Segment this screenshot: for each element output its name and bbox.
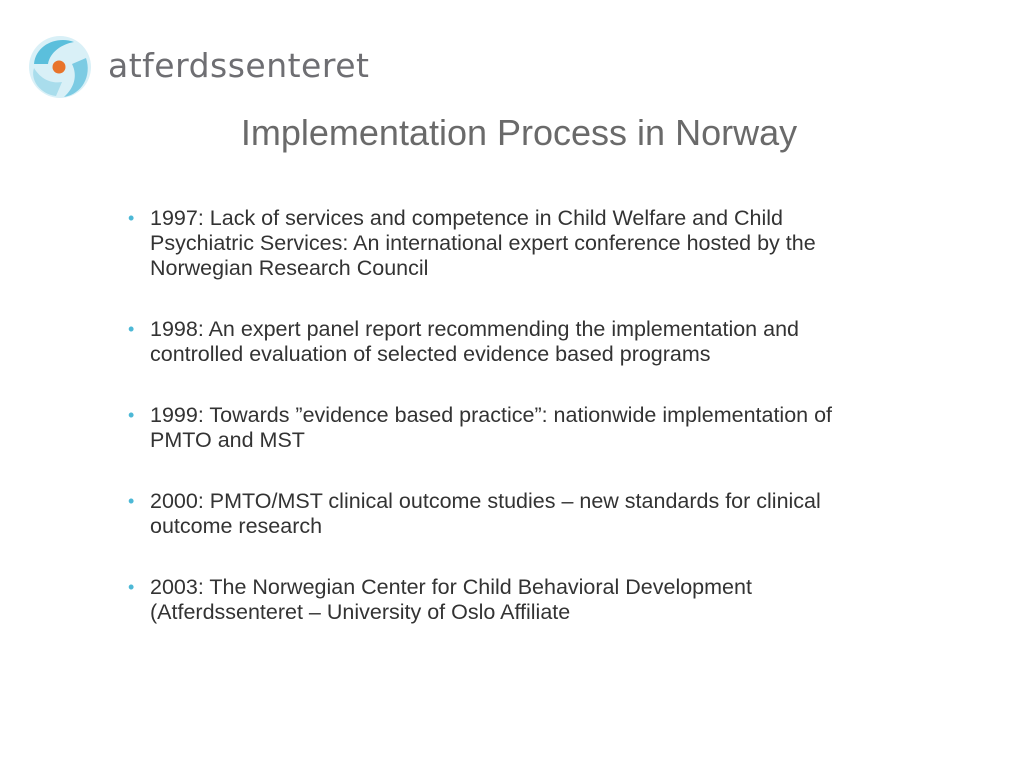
bullet-item	[128, 489, 888, 539]
bullet-text: 1998: An expert panel report recommending the implementation and controlled evaluation of selected evidence based programs	[150, 317, 799, 366]
bullet-list	[128, 206, 888, 661]
bullet-text: 1997: Lack of services and competence in Child Welfare and Child Psychiatric Services: An international expert conference hosted by the Norwegian Research Council	[150, 206, 816, 280]
bullet-text: 1999: Towards ”evidence based practice”: nationwide implementation of PMTO and MST	[150, 403, 833, 452]
bullet-item	[128, 575, 888, 625]
bullet-dot-icon: •	[128, 491, 135, 511]
logo-wordmark: atferdssenteret	[108, 45, 370, 85]
bullet-dot-icon: •	[128, 208, 135, 228]
bullet-text: 2003: The Norwegian Center for Child Behavioral Development (Atferdssenteret – University of Oslo Affiliate	[150, 575, 752, 624]
swirl-logo-icon	[28, 34, 92, 100]
bullet-dot-icon: •	[128, 319, 135, 339]
bullet-dot-icon: •	[128, 405, 135, 425]
bullet-item	[128, 403, 888, 453]
bullet-dot-icon: •	[128, 577, 135, 597]
slide-title: Implementation Process in Norway	[240, 112, 798, 153]
bullet-text: 2000: PMTO/MST clinical outcome studies – new standards for clinical outcome research	[150, 489, 821, 538]
bullet-item	[128, 206, 888, 281]
brand-logo	[28, 34, 369, 100]
bullet-item	[128, 317, 888, 367]
